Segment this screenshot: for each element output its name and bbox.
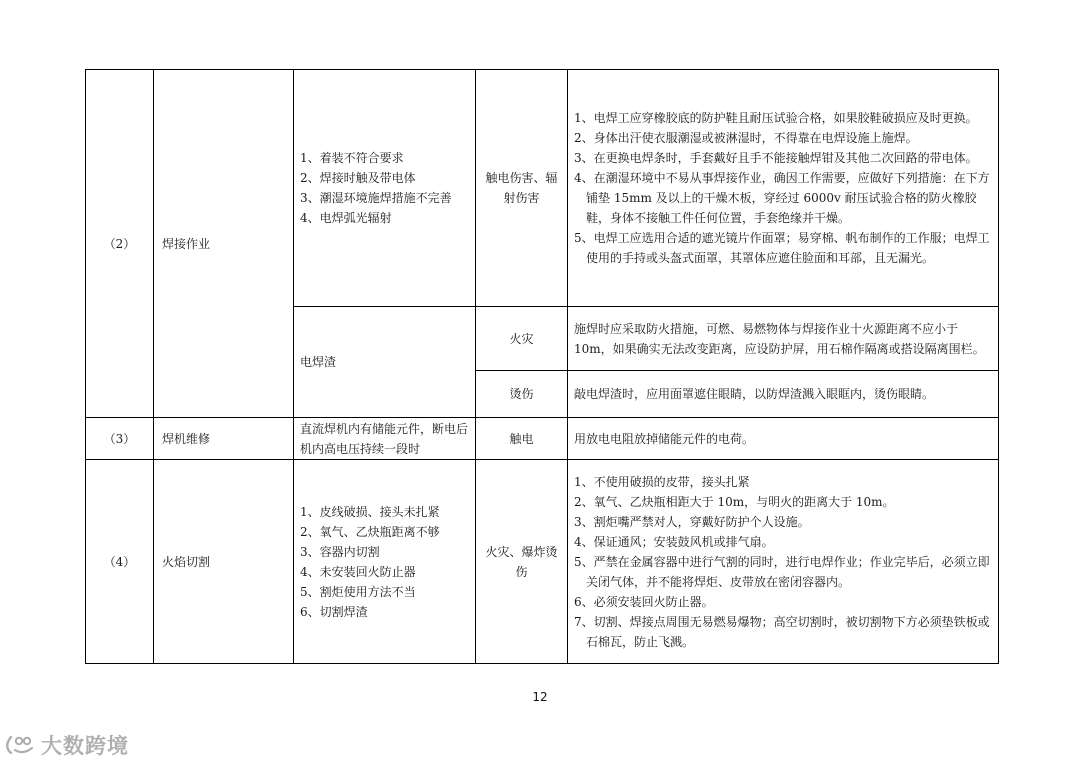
consequence: 火灾 <box>476 307 568 371</box>
list-item: 3、容器内切割 <box>300 544 380 559</box>
operation-name: 火焰切割 <box>154 460 294 664</box>
list-item: 1、皮线破损、接头未扎紧 <box>300 504 440 519</box>
list-item: 1、着装不符合要求 <box>300 151 404 165</box>
list-item: 3、在更换电焊条时，手套戴好且手不能接触焊钳及其他二次回路的带电体。 <box>574 151 978 165</box>
table-row <box>86 418 999 460</box>
measure: 施焊时应采取防火措施，可燃、易燃物体与焊接作业十火源距离不应小于 10m，如果确实无法改变距离，应设防护屏，用石棉作隔离或搭设隔离围栏。 <box>568 307 999 371</box>
list-item: 5、严禁在金属容器中进行气割的同时，进行电焊作业；作业完毕后，必须立即关闭气体，并不能将焊炬、皮带放在密闭容器内。 <box>574 554 990 589</box>
measure: 敲电焊渣时，应用面罩遮住眼睛，以防焊渣溅入眼眶内，烫伤眼睛。 <box>568 371 999 418</box>
page-number: 12 <box>532 690 548 704</box>
list-item: 3、潮湿环境施焊措施不完善 <box>300 191 452 205</box>
operation-name: 焊接作业 <box>154 70 294 418</box>
list-item: 2、氧气、乙炔瓶距离不够 <box>300 524 440 539</box>
list-item: 2、身体出汗使衣服潮湿或被淋湿时，不得靠在电焊设施上施焊。 <box>574 131 918 145</box>
list-item: 6、必须安装回火防止器。 <box>574 594 714 609</box>
consequence: 触电伤害、辐射伤害 <box>476 70 568 307</box>
hazard-table <box>85 69 999 664</box>
measure-list <box>568 460 999 664</box>
table-row <box>86 460 999 664</box>
list-item: 4、未安装回火防止器 <box>300 564 416 579</box>
list-item: 4、在潮湿环境中不易从事焊接作业，确因工作需要，应做好下列措施：在下方铺垫 15mm 及以上的干燥木板，穿经过 6000v 耐压试验合格的防火橡胶鞋，身体不接触工件任何位置，手套绝缘并干燥。 <box>574 171 990 225</box>
list-item: 5、电焊工应选用合适的遮光镜片作面罩；易穿棉、帆布制作的工作服；电焊工使用的手持或头盔式面罩，其罩体应遮住脸面和耳部，且无漏光。 <box>574 231 990 265</box>
consequence: 烫伤 <box>476 371 568 418</box>
row-number: （2） <box>86 70 154 418</box>
list-item: 4、保证通风；安装鼓风机或排气扇。 <box>574 534 774 549</box>
watermark <box>5 730 129 760</box>
consequence: 火灾、爆炸烫伤 <box>476 460 568 664</box>
row-number: （3） <box>86 418 154 460</box>
table-row <box>86 70 999 307</box>
hazard-list <box>294 70 476 307</box>
list-item: 6、切割焊渣 <box>300 604 368 619</box>
measure: 用放电电阻放掉储能元件的电荷。 <box>568 418 999 460</box>
hazard-item: 电焊渣 <box>294 307 476 418</box>
watermark-logo-icon <box>5 733 35 757</box>
operation-name: 焊机维修 <box>154 418 294 460</box>
watermark-text: 大数跨境 <box>41 734 129 758</box>
list-item: 3、割炬嘴严禁对人，穿戴好防护个人设施。 <box>574 514 810 529</box>
consequence: 触电 <box>476 418 568 460</box>
measure-list <box>568 70 999 307</box>
list-item: 5、割炬使用方法不当 <box>300 584 416 599</box>
row-number: （4） <box>86 460 154 664</box>
hazard-item: 直流焊机内有储能元件，断电后机内高电压持续一段时 <box>294 418 476 460</box>
list-item: 1、不使用破损的皮带，接头扎紧 <box>574 474 750 489</box>
list-item: 2、焊接时触及带电体 <box>300 171 416 185</box>
hazard-list <box>294 460 476 664</box>
list-item: 7、切割、焊接点周围无易燃易爆物；高空切割时，被切割物下方必须垫铁板或石棉瓦，防止飞溅。 <box>574 614 990 649</box>
list-item: 4、电焊弧光辐射 <box>300 211 392 225</box>
list-item: 2、氧气、乙炔瓶相距大于 10m，与明火的距离大于 10m。 <box>574 494 895 509</box>
list-item: 1、电焊工应穿橡胶底的防护鞋且耐压试验合格，如果胶鞋破损应及时更换。 <box>574 111 978 125</box>
